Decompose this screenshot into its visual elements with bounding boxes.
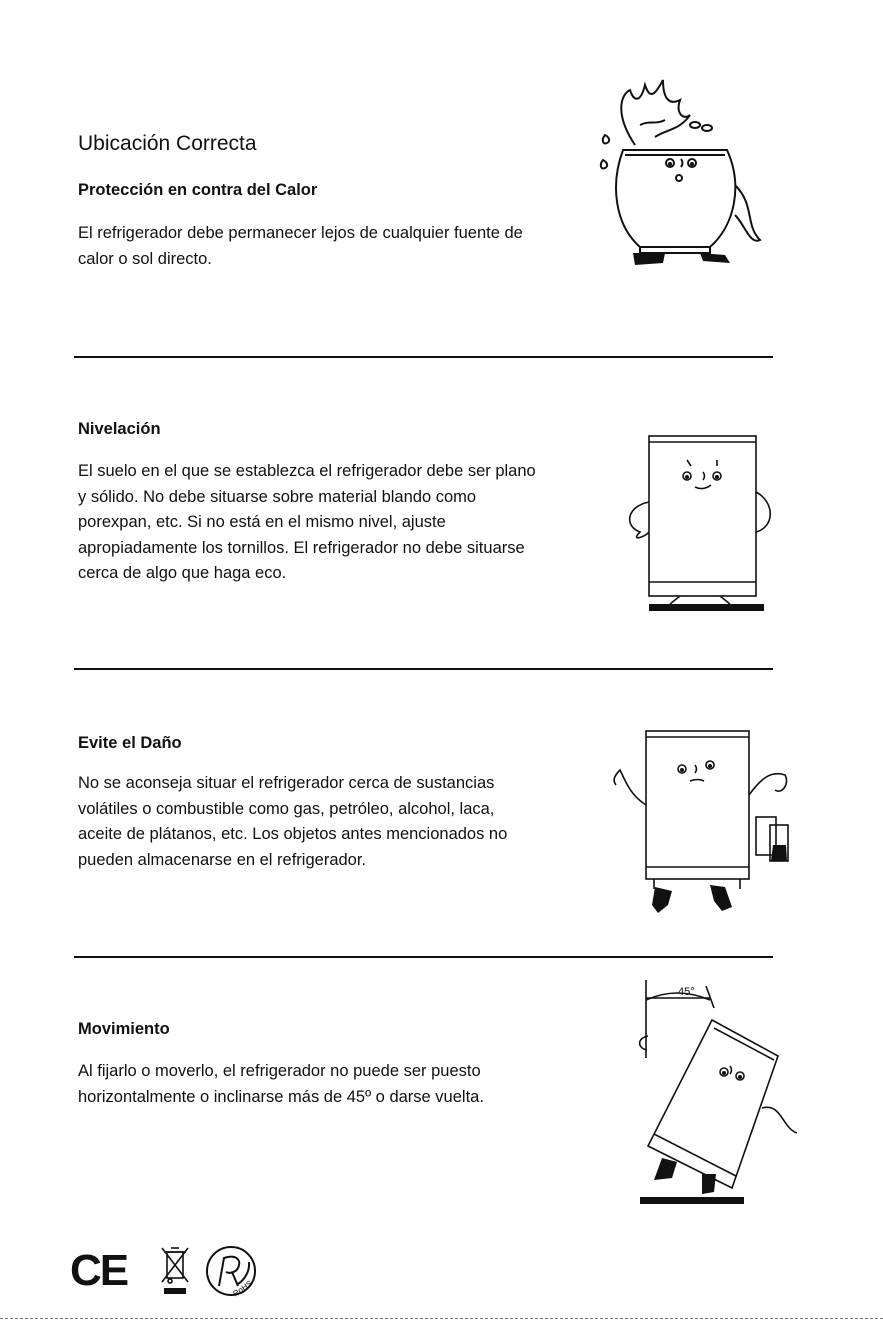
section-text-movement <box>78 1059 618 1110</box>
hot-refrigerator-illustration <box>595 75 775 270</box>
angle-label: 45° <box>678 986 695 998</box>
text-line: porexpan, etc. Si no está en el mismo nivel, ajuste <box>78 513 446 531</box>
section-divider <box>74 956 773 958</box>
rohs-label: RoHS <box>231 1278 255 1299</box>
section-heading-damage: Evite el Daño <box>78 734 182 752</box>
section-text-damage <box>78 771 618 873</box>
rohs-logo <box>204 1244 260 1305</box>
level-refrigerator-illustration <box>625 432 775 617</box>
text-line: pueden almacenarse en el refrigerador. <box>78 850 367 869</box>
crossed-out-wheelie-bin-icon <box>158 1244 192 1305</box>
text-line: El refrigerador debe permanecer lejos de cualquier fuente de <box>78 224 523 242</box>
section-divider <box>74 356 773 358</box>
text-line: aceite de plátanos, etc. Los objetos antes mencionados no <box>78 825 508 843</box>
page-bottom-rule <box>0 1318 883 1319</box>
section-heading-movement: Movimiento <box>78 1020 170 1038</box>
ce-mark: CE <box>70 1246 128 1295</box>
section-heading-leveling: Nivelación <box>78 420 161 438</box>
text-line: volátiles o combustible como gas, petróleo, alcohol, laca, <box>78 799 495 818</box>
section-heading-heat: Protección en contra del Calor <box>78 181 318 199</box>
text-line: No se aconseja situar el refrigerador cerca de sustancias <box>78 774 495 792</box>
section-text-heat <box>78 221 618 272</box>
page-title: Ubicación Correcta <box>78 132 257 155</box>
text-line: calor o sol directo. <box>78 249 212 268</box>
section-text-leveling <box>78 459 618 587</box>
text-line: Al fijarlo o moverlo, el refrigerador no puede ser puesto <box>78 1062 481 1080</box>
tilted-refrigerator-illustration <box>632 978 802 1208</box>
text-line: y sólido. No debe situarse sobre material blando como <box>78 487 477 506</box>
refrigerator-near-chemicals-illustration <box>610 725 800 920</box>
text-line: apropiadamente los tornillos. El refrigerador no debe situarse <box>78 538 525 557</box>
text-line: El suelo en el que se establezca el refrigerador debe ser plano <box>78 462 536 480</box>
text-line: cerca de algo que haga eco. <box>78 564 287 582</box>
section-divider <box>74 668 773 670</box>
text-line: horizontalmente o inclinarse más de 45º o darse vuelta. <box>78 1087 484 1106</box>
